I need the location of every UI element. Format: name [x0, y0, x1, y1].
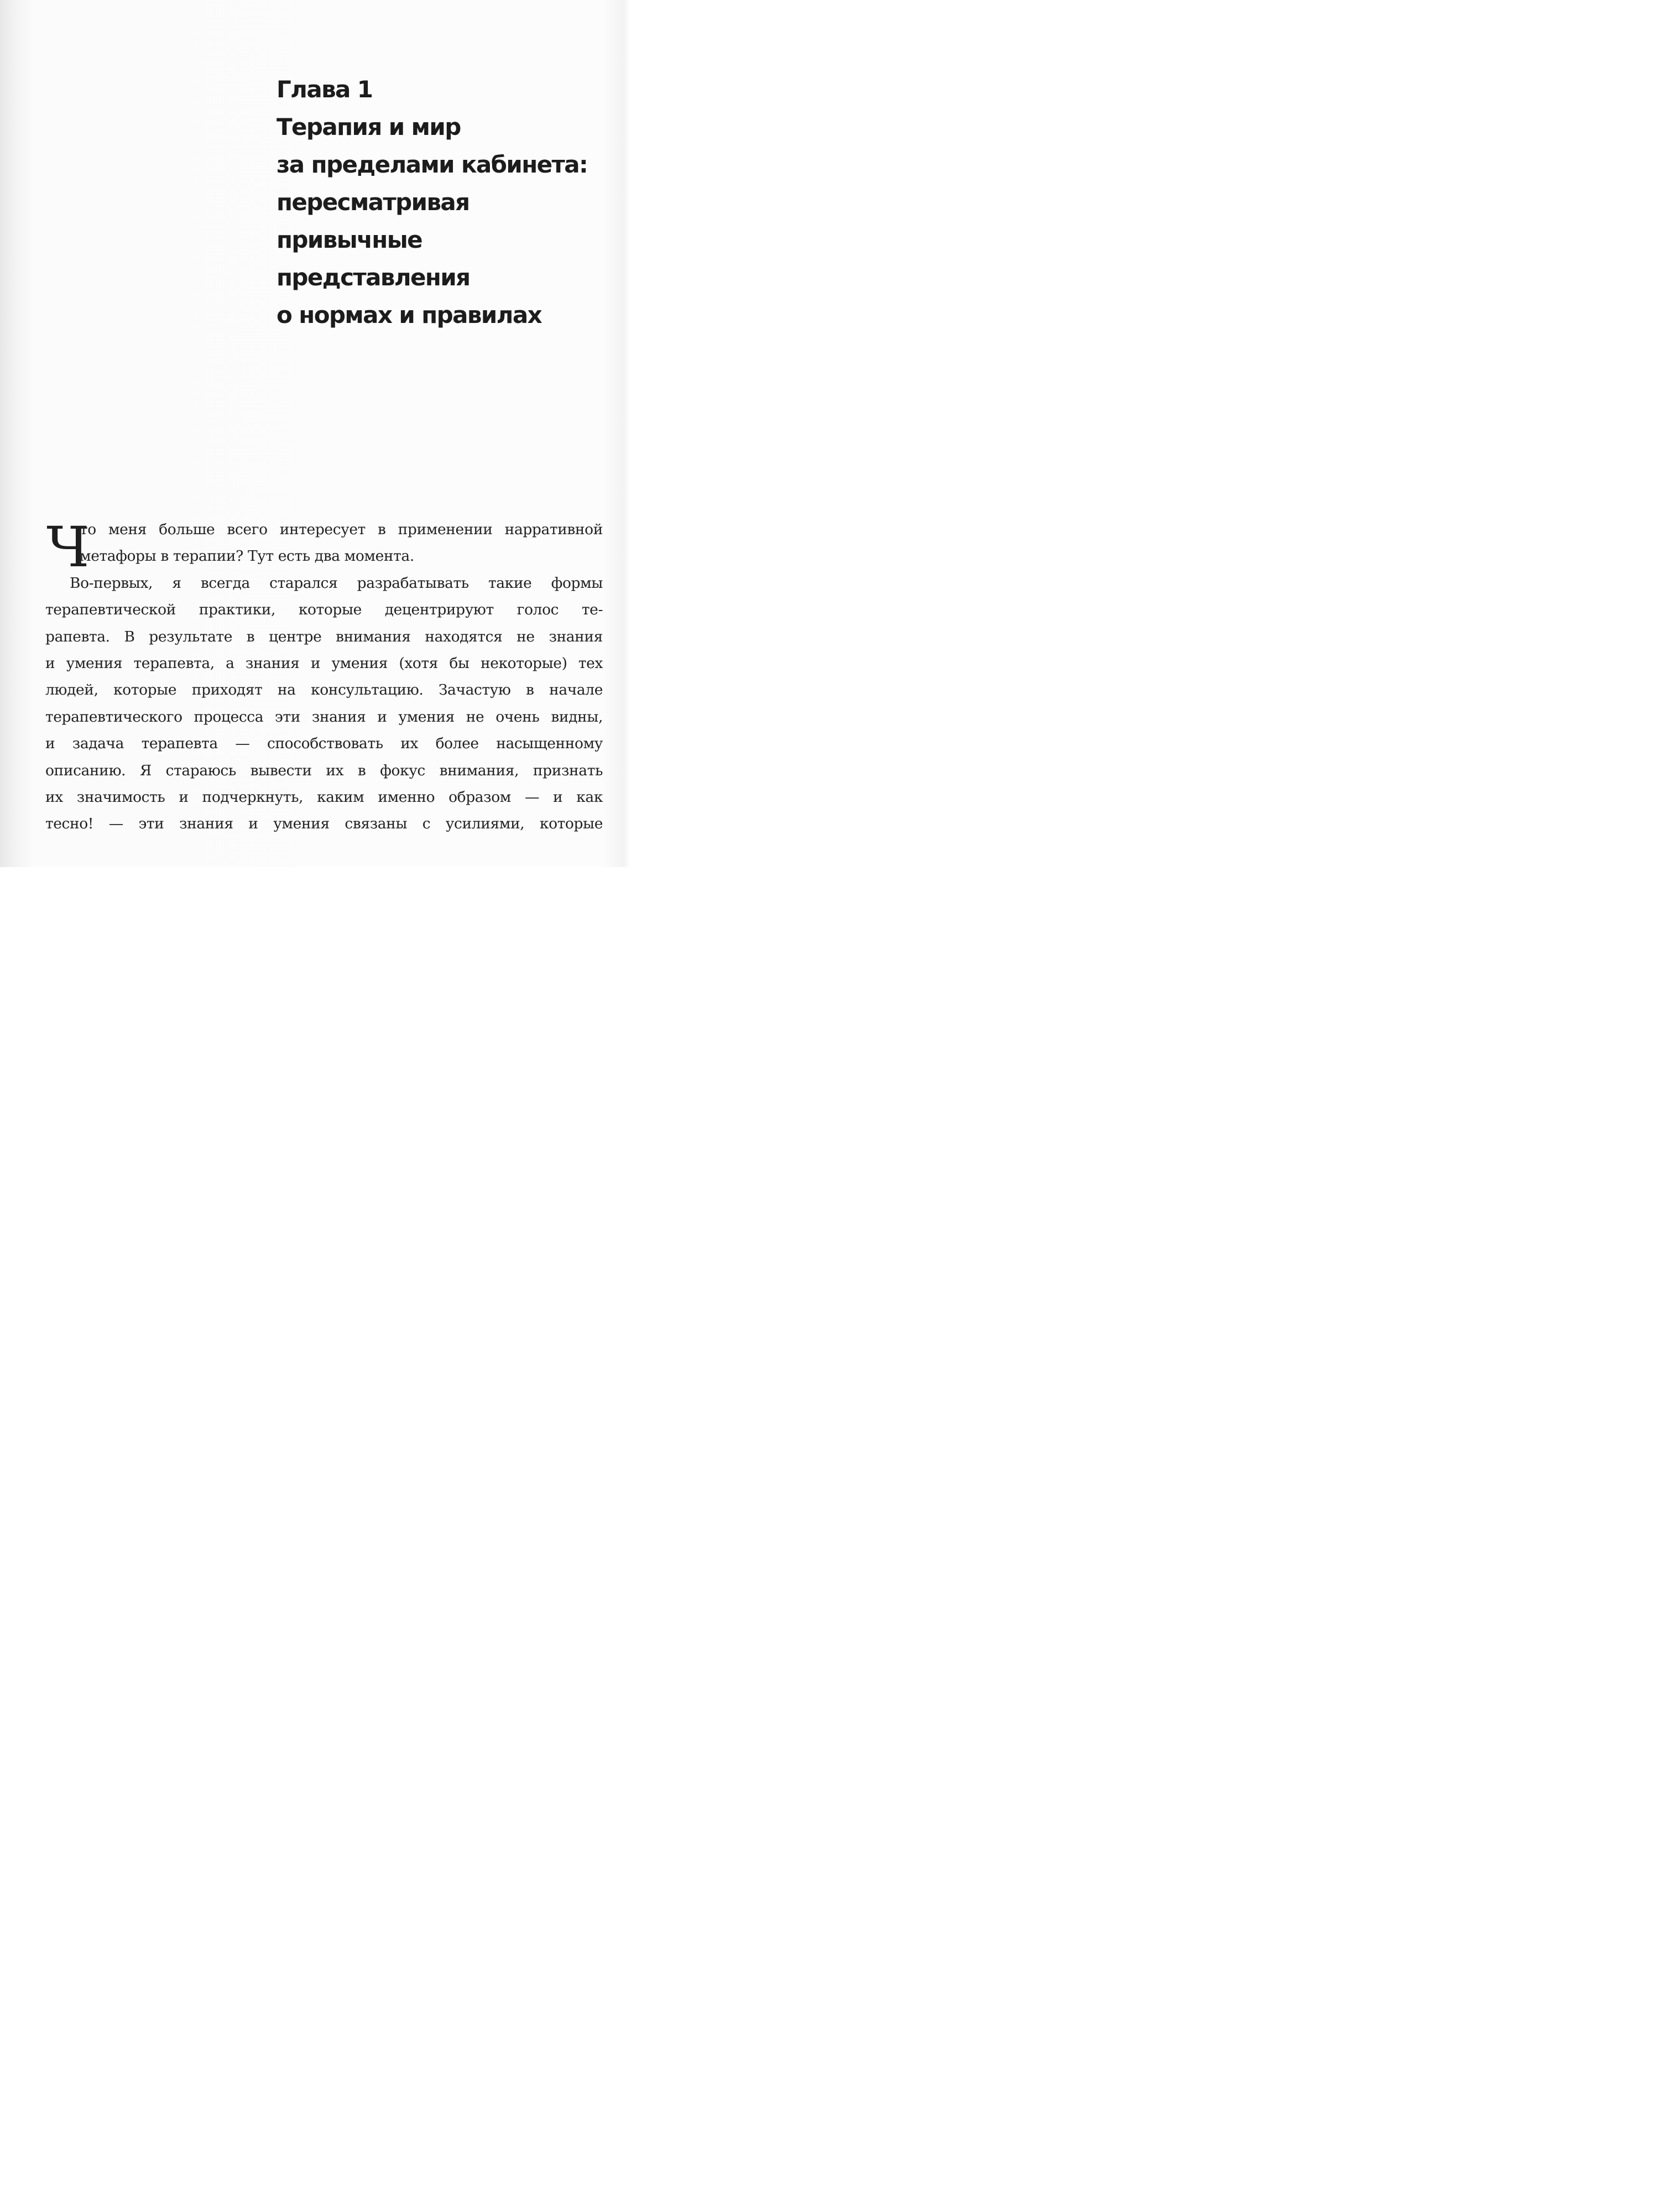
text-line: описанию. Я стараюсь вывести их в фокус внимания, признать [45, 761, 603, 779]
chapter-title-line: привычные [276, 226, 422, 253]
chapter-number: Глава 1 [276, 76, 373, 103]
body-text [45, 517, 603, 838]
text-line: их значимость и подчеркнуть, каким именно образом — и как [45, 789, 603, 806]
chapter-heading [276, 71, 619, 334]
text-line: и умения терапевта, а знания и умения (хотя бы некоторые) тех [45, 655, 603, 672]
text-line: то меня больше всего интересует в применении нарративной [80, 521, 603, 538]
chapter-title-line: Терапия и мир [276, 113, 461, 140]
drop-cap: Ч [46, 515, 90, 580]
text-line: людей, которые приходят на консультацию. Зачастую в начале [45, 681, 603, 699]
chapter-title-line: о нормах и правилах [276, 301, 542, 328]
text-line: терапевтического процесса эти знания и умения не очень видны, [45, 708, 603, 726]
text-line: тесно! — эти знания и умения связаны с усилиями, которые [45, 815, 603, 833]
text-line: и задача терапевта — способствовать их более насыщенному [45, 735, 603, 753]
book-page [0, 0, 644, 867]
text-line: терапевтической практики, которые децентрируют голос те- [45, 601, 603, 619]
text-line: метафоры в терапии? Тут есть два момента. [80, 547, 414, 565]
chapter-title-line: за пределами кабинета: [276, 151, 588, 178]
text-line: рапевта. В результате в центре внимания находятся не знания [45, 628, 603, 645]
page-edge [629, 0, 644, 867]
text-line: Во-первых, я всегда старался разрабатывать такие формы [70, 574, 603, 592]
chapter-title-line: пересматривая [276, 189, 469, 216]
chapter-title-line: представления [276, 264, 470, 291]
